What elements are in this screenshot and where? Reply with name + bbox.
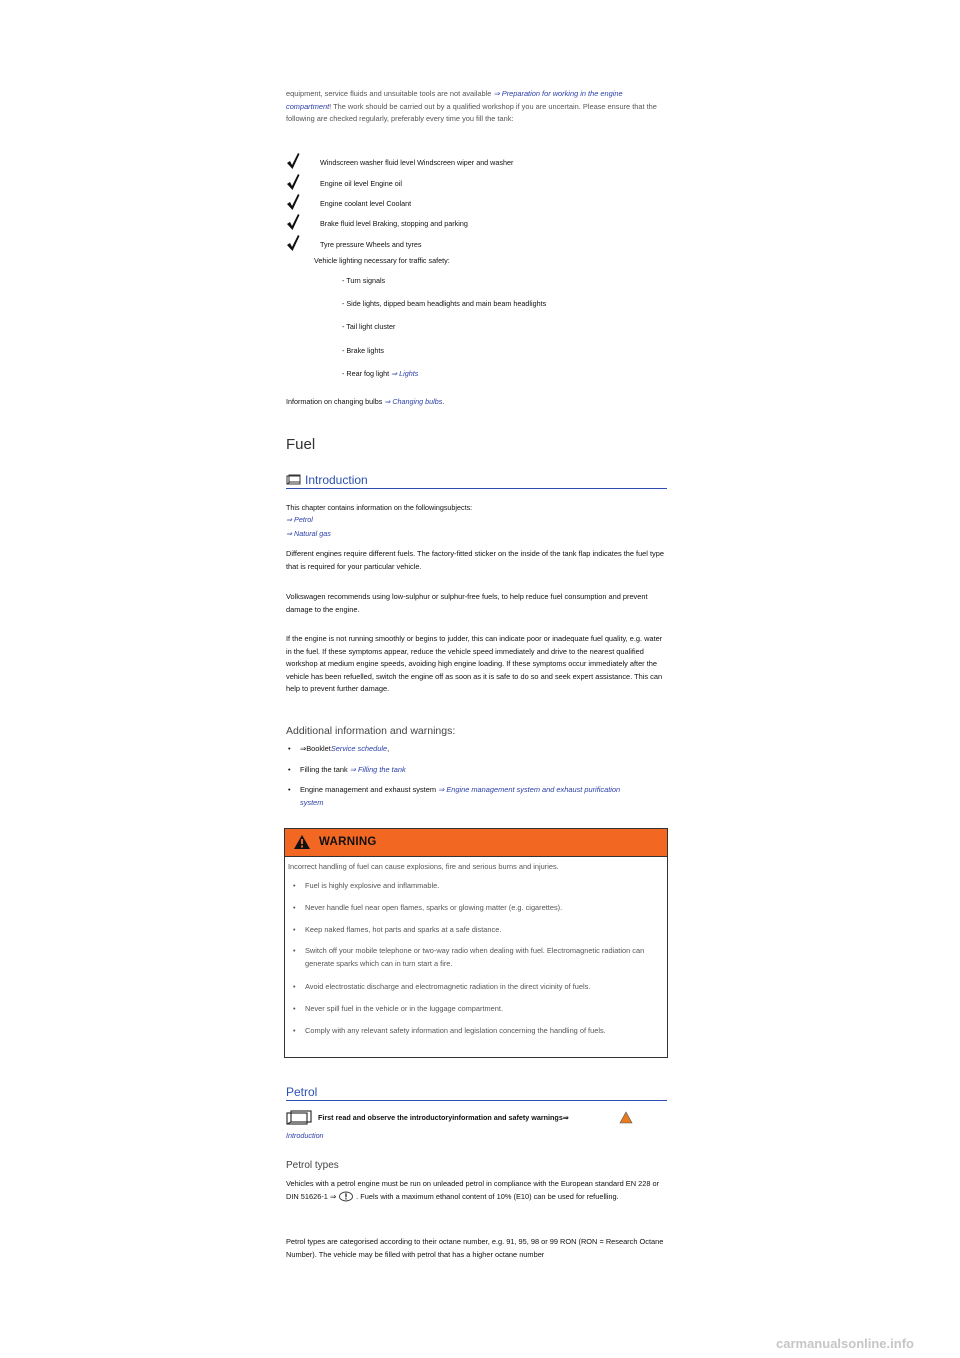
link-preparation[interactable]: Preparation for working in the engine compartment [286, 89, 623, 111]
link-changing-bulbs[interactable]: Changing bulbs [392, 397, 443, 406]
link-lights[interactable]: Lights [399, 369, 419, 378]
link-engine-management[interactable]: Engine management system and exhaust purification system [300, 785, 621, 807]
introduction-section-header [286, 470, 667, 489]
checkmark-icon [286, 152, 300, 170]
checkmark-icon [286, 234, 300, 252]
link-introduction[interactable]: Introduction [286, 1131, 324, 1140]
petrol-types-paragraph: Vehicles with a petrol engine must be run on unleaded petrol in compliance with the European standard EN 228 or DIN 51626-1 ⇒ . Fuels with a maximum ethanol content of 10% (E10) can be used for refuelling. [286, 1179, 660, 1201]
checklist-item-label: Engine oil level Engine oil [320, 179, 402, 188]
lighting-item: - Tail light cluster [342, 322, 396, 331]
arrow: ⇒ [384, 397, 391, 406]
subject-link-petrol[interactable]: ⇒ Petrol [286, 515, 313, 524]
additional-heading: Additional information and warnings: [286, 725, 456, 737]
warning-lead: Incorrect handling of fuel can cause explosions, fire and serious burns and injuries. [288, 862, 559, 871]
list-item: • Filling the tank ⇒ Filling the tank [288, 765, 406, 774]
checklist-item-label: Windscreen washer fluid level Windscreen wiper and washer [320, 158, 514, 167]
warning-header [285, 829, 667, 857]
fuel-heading: Fuel [286, 436, 316, 453]
checkmark-icon [286, 173, 300, 191]
caution-circle-icon [338, 1191, 354, 1202]
lighting-item: - Brake lights [342, 346, 384, 355]
paragraph: If the engine is not running smoothly or begins to judder, this can indicate poor or inadequate fuel quality, e.g. water in the fuel. If these symptoms appear, reduce the vehicle speed immediately and drive to the nearest qualified workshop at medium engine speeds, avoiding high engine loading. If these symptoms occur immediately after the vehicle has been refuelled, switch the engine off as soon as it is safe to do so and seek expert assistance. This can help to prevent further damage. [286, 634, 663, 693]
introduction-title: Introduction [305, 473, 368, 487]
lighting-item-fog: - Rear fog light ⇒ Lights [342, 369, 419, 378]
intro-text-after: ! The work should be carried out by a qualified workshop if you are uncertain. Please ensure that the following are checked regularly, preferably every time you fill the tank: [286, 101, 657, 123]
lighting-item: - Turn signals [342, 276, 386, 285]
link-filling-the-tank[interactable]: Filling the tank [357, 765, 406, 774]
bulbs-info: Information on changing bulbs ⇒ Changing bulbs. [286, 397, 445, 406]
checkmark-icon [286, 193, 300, 211]
petrol-types-heading: Petrol types [286, 1160, 339, 1171]
subjects-label: This chapter contains information on the followingsubjects: [286, 503, 473, 512]
checklist-item-label: Brake fluid level Braking, stopping and parking [320, 219, 468, 228]
subject-link-natural-gas[interactable]: ⇒ Natural gas [286, 529, 331, 538]
lighting-label: Vehicle lighting necessary for traffic safety: [314, 256, 450, 265]
list-item: • Engine management and exhaust system ⇒ Engine management system and exhaust purification system [288, 785, 621, 807]
link-service-schedule[interactable]: Service schedule [330, 744, 388, 753]
arrow: ⇒ [391, 369, 398, 378]
list-item: • ⇒BookletService schedule, [288, 744, 390, 753]
checklist-item-label: Tyre pressure Wheels and tyres [320, 240, 422, 249]
petrol-octane-paragraph: Petrol types are categorised according to their octane number, e.g. 91, 95, 98 or 99 RON (RON = Research Octane Number). The vehicle may be filled with petrol that has a higher octane number [286, 1237, 664, 1259]
checklist-item-label: Engine coolant level Coolant [320, 199, 412, 208]
first-read-note: First read and observe the introductoryinformation and safety warnings⇒ [318, 1113, 569, 1122]
warning-title: WARNING [319, 836, 377, 848]
arrow: ⇒ [493, 89, 500, 98]
warning-box: WARNING Incorrect handling of fuel can cause explosions, fire and serious burns and injuries. • Fuel is highly explosive and inflammable. • Never handle fuel near open flames, sparks or glowing matter (e.g. cigarettes). • Keep naked flames, hot parts and sparks at a safe distance. • Switch off your mobile telephone or two-way radio when dealing with fuel. Electromagnetic radiation can generate sparks which can in turn start a fire. • Avoid electrostatic discharge and electromagnetic radiation in the direct vicinity of fuels. • Never spill fuel in the vehicle or in the luggage compartment. • Comply with any relevant safety information and legislation concerning the handling of fuels. [284, 828, 668, 1058]
site-watermark: carmanualsonline.info [776, 1336, 914, 1351]
warning-triangle-icon [619, 1111, 633, 1124]
paragraph: Volkswagen recommends using low-sulphur or sulphur-free fuels, to help reduce fuel consumption and prevent damage to the engine. [286, 592, 648, 614]
warning-triangle-icon [293, 834, 311, 850]
lighting-item: - Side lights, dipped beam headlights and main beam headlights [342, 299, 547, 308]
paragraph: Different engines require different fuels. The factory-fitted sticker on the inside of the tank flap indicates the fuel type that is required for your particular vehicle. [286, 549, 664, 571]
petrol-title: Petrol [286, 1085, 318, 1099]
book-icon [286, 474, 302, 486]
intro-paragraph [286, 88, 668, 126]
petrol-section-header [286, 1082, 667, 1101]
checkmark-icon [286, 213, 300, 231]
book-icon [286, 1110, 314, 1126]
intro-text: equipment, service fluids and unsuitable tools are not available [286, 89, 492, 98]
